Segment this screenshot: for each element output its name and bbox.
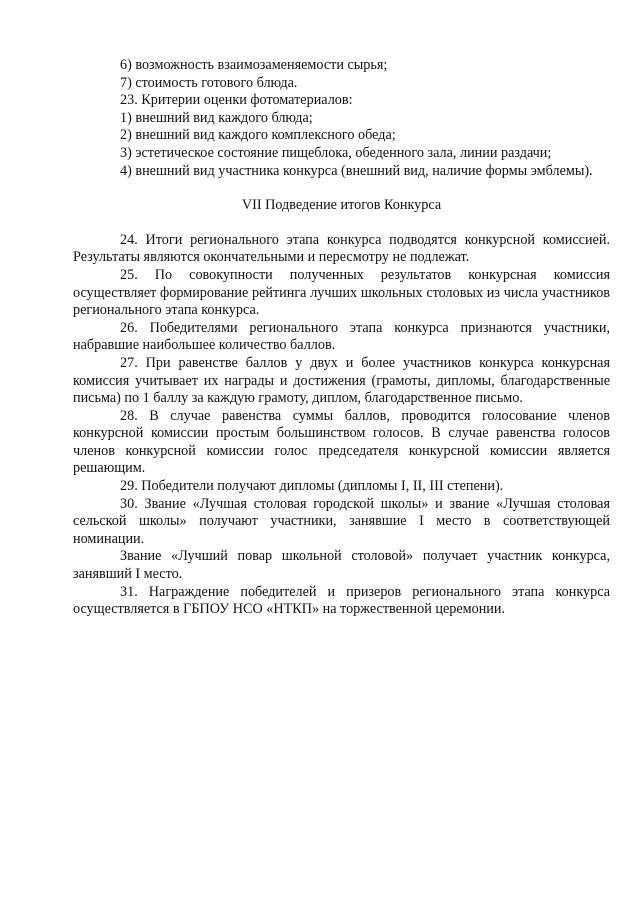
criteria-item-4: 4) внешний вид участника конкурса (внешний вид, наличие формы эмблемы). xyxy=(120,162,593,179)
clause-29: 29. Победители получают дипломы (дипломы I, II, III степени). xyxy=(120,478,504,495)
clause-27: 27. При равенстве баллов у двух и более участников конкурса конкурсная комиссия учитывает их награды и достижения (грамоты, дипломы, благодарственные письма) по 1 баллу за каждую грамоту, диплом, благодарственное письмо. xyxy=(73,354,610,407)
list-item-7: 7) стоимость готового блюда. xyxy=(120,74,298,91)
clause-28: 28. В случае равенства суммы баллов, проводится голосование членов конкурсной комиссии простым большинством голосов. В случае равенства голосов членов конкурсной комиссии голос председателя конкурсной комиссии является решающим. xyxy=(73,407,610,477)
clause-30-cook-title: Звание «Лучший повар школьной столовой» получает участник конкурса, занявший I место. xyxy=(73,548,610,583)
document-page xyxy=(73,57,610,619)
criteria-item-1: 1) внешний вид каждого блюда; xyxy=(120,109,313,126)
clause-25: 25. По совокупности полученных результатов конкурсная комиссия осуществляет формирование рейтинга лучших школьных столовых из числа участников регионального этапа конкурса. xyxy=(73,266,610,319)
clause-23: 23. Критерии оценки фотоматериалов: xyxy=(120,92,353,109)
criteria-item-3: 3) эстетическое состояние пищеблока, обеденного зала, линии раздачи; xyxy=(120,144,552,161)
clause-26: 26. Победителями регионального этапа конкурса признаются участники, набравшие наибольшее количество баллов. xyxy=(73,319,610,354)
list-item-6: 6) возможность взаимозаменяемости сырья; xyxy=(120,57,388,73)
clause-24: 24. Итоги регионального этапа конкурса подводятся конкурсной комиссией. Результаты являются окончательными и пересмотру не подлежат. xyxy=(73,231,610,266)
clause-30: 30. Звание «Лучшая столовая городской школы» и звание «Лучшая столовая сельской школы» получают участники, занявшие I место в соответствующей номинации. xyxy=(73,495,610,547)
clause-31: 31. Награждение победителей и призеров регионального этапа конкурса осуществляется в ГБПОУ НСО «НТКП» на торжественной церемонии. xyxy=(73,583,610,618)
criteria-item-2: 2) внешний вид каждого комплексного обеда; xyxy=(120,127,396,144)
section-heading: VII Подведение итогов Конкурса xyxy=(241,197,442,214)
